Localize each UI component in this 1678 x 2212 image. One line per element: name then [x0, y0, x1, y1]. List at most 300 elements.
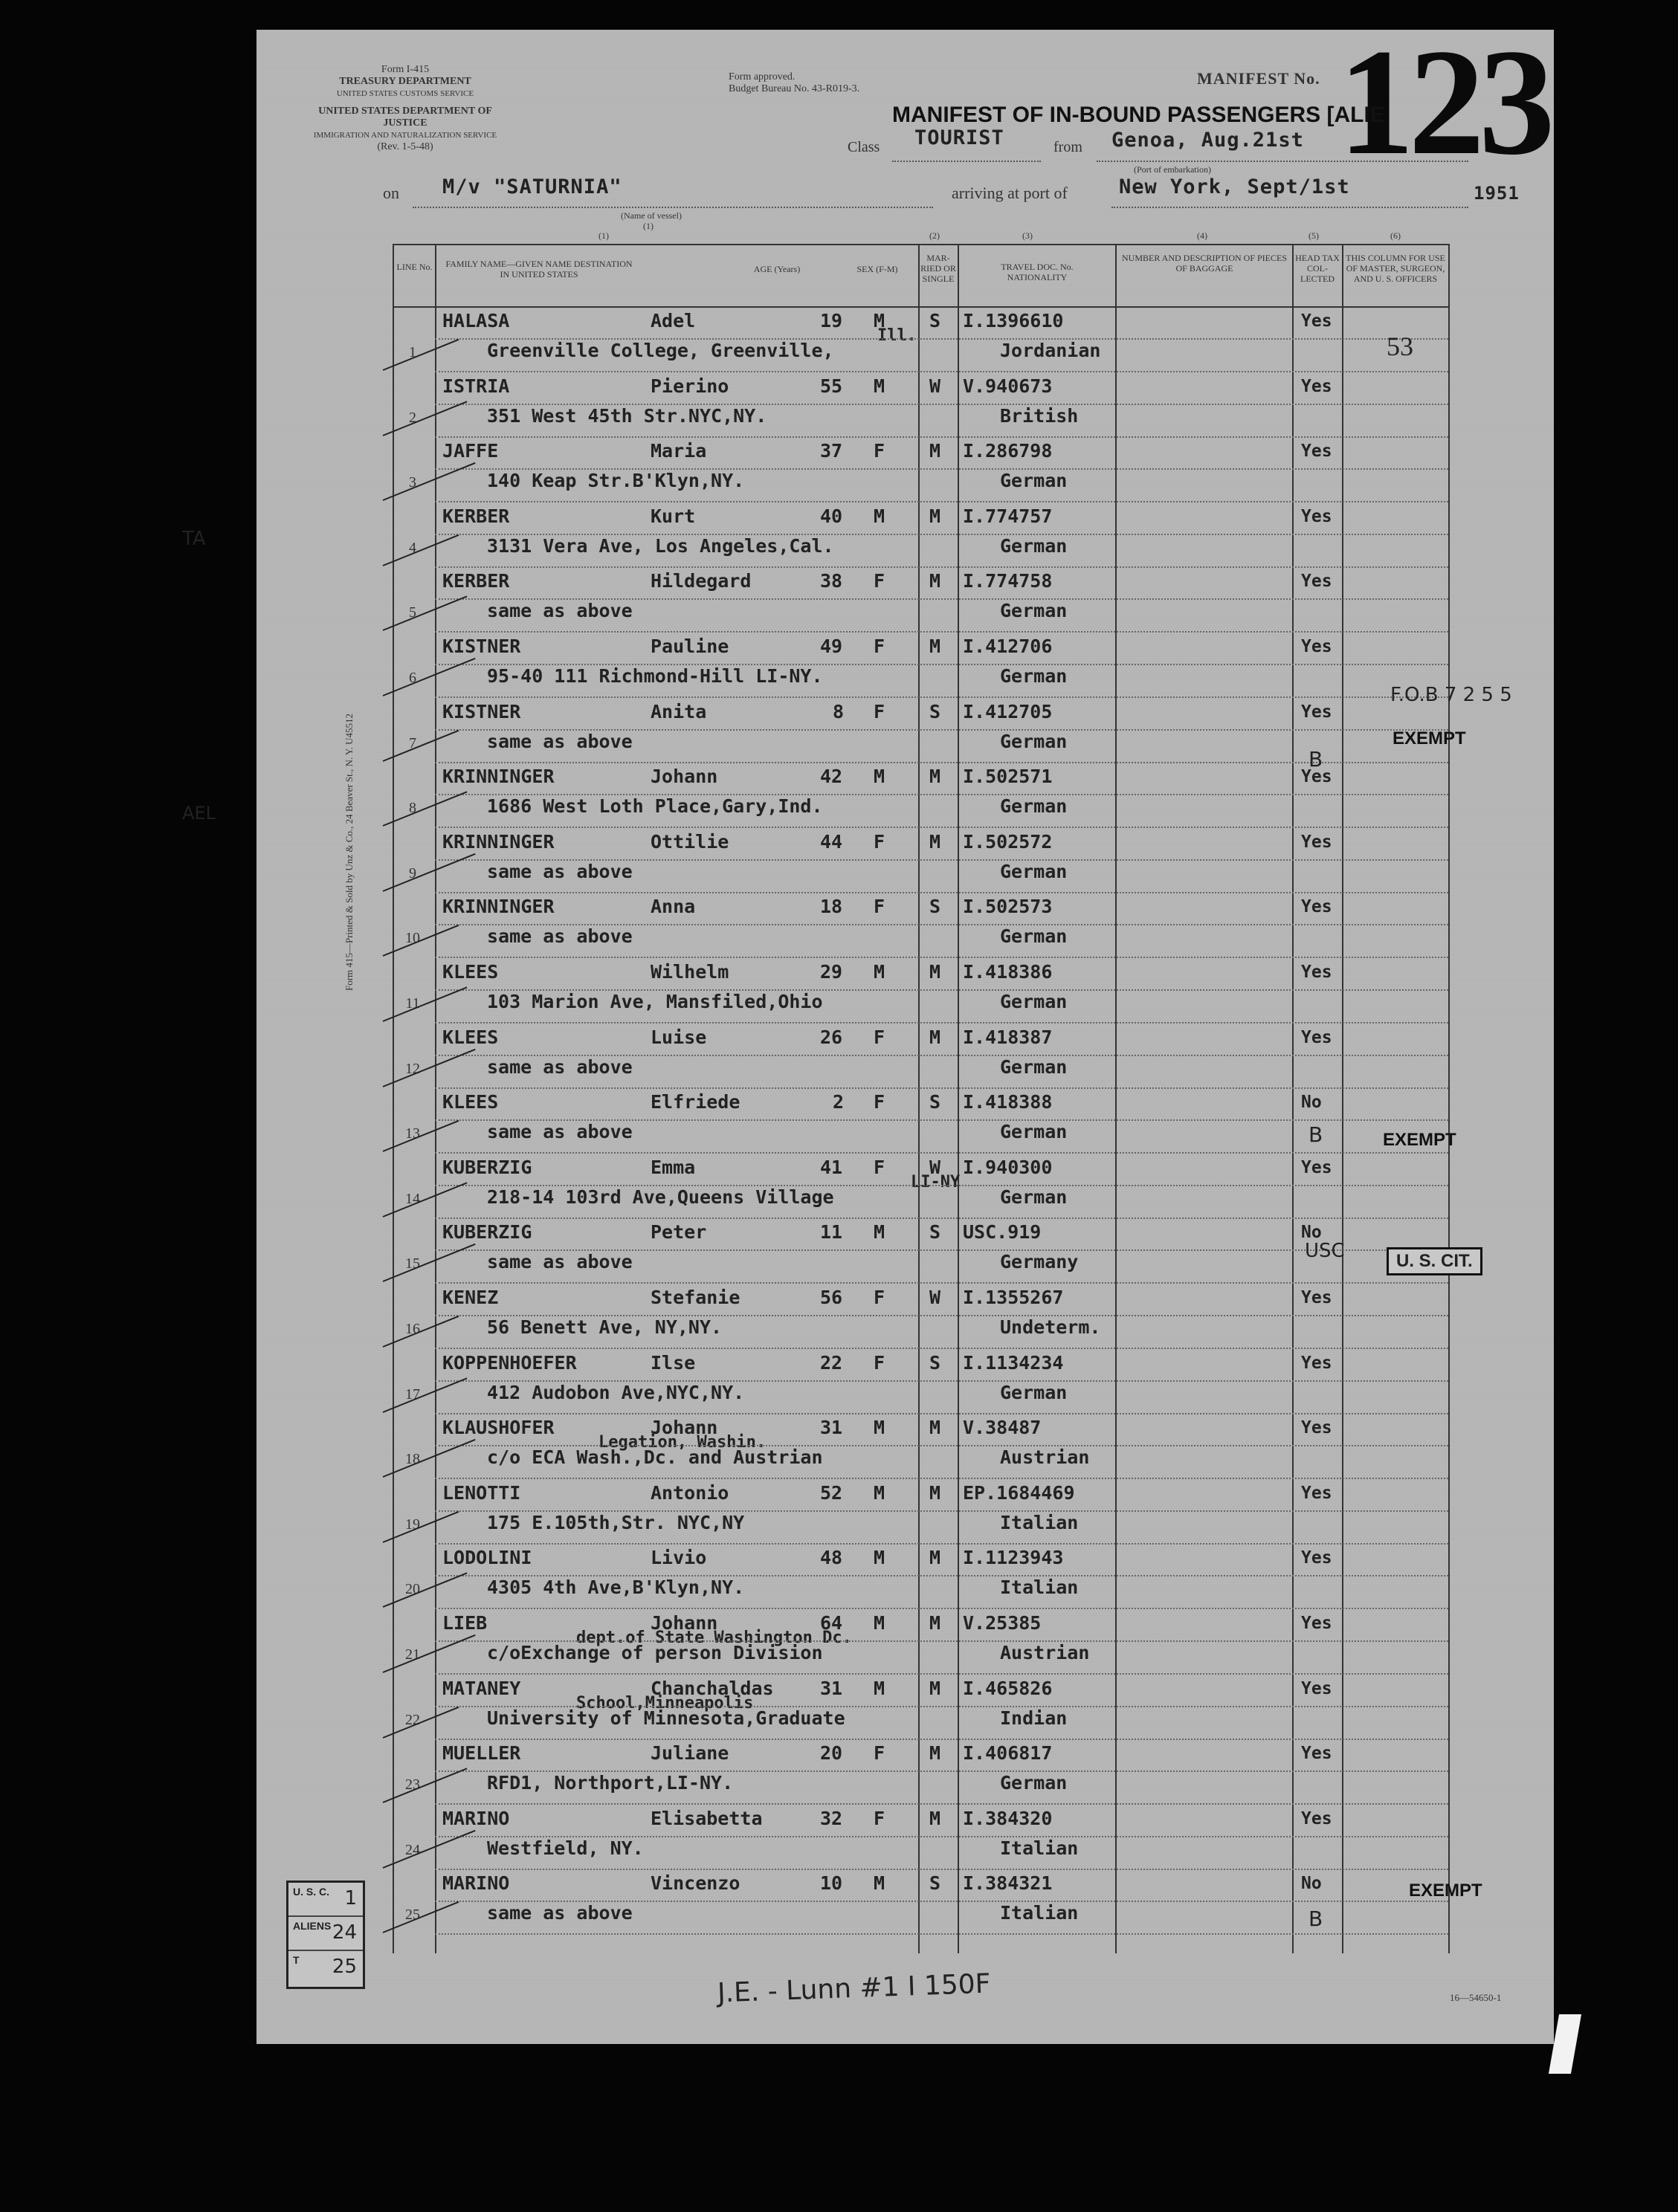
- budget-bureau: Budget Bureau No. 43-R019-3.: [729, 83, 860, 94]
- check-mark: [383, 986, 468, 1022]
- destination: 412 Audobon Ave,NYC,NY.: [487, 1381, 745, 1403]
- given-name: Pauline: [651, 636, 729, 657]
- age: 41: [820, 1156, 843, 1178]
- destination: same as above: [487, 1121, 633, 1143]
- row-dotline: [435, 1770, 1448, 1772]
- destination: same as above: [487, 925, 633, 948]
- exempt-stamp: EXEMPT: [1393, 728, 1466, 748]
- sex: M: [874, 1547, 885, 1569]
- bottom-handwritten-note: J.E. - Lunn #1 I 150F: [717, 1968, 992, 2009]
- customs-service: UNITED STATES CUSTOMS SERVICE: [336, 89, 474, 98]
- given-name: Johann: [651, 1612, 718, 1634]
- handwritten-b: B: [1308, 1122, 1323, 1147]
- destination: 103 Marion Ave, Mansfiled,Ohio: [487, 991, 823, 1012]
- family-name: MARINO: [442, 1872, 510, 1895]
- given-name: Anita: [651, 700, 707, 722]
- row-dotline: [435, 794, 1448, 795]
- destination-extra: dept.of State Washington Dc.: [576, 1629, 852, 1647]
- sex: F: [874, 440, 885, 462]
- form-code: 16—54650-1: [1450, 1992, 1502, 2003]
- manifest-title: MANIFEST OF IN-BOUND PASSENGERS [ALIE: [892, 103, 1385, 127]
- port-embark-caption: (Port of embarkation): [1134, 164, 1211, 175]
- age: 29: [820, 961, 843, 983]
- treasury-dept: TREASURY DEPARTMENT: [339, 76, 471, 87]
- head-tax: Yes: [1301, 1614, 1332, 1633]
- row-dotline: [435, 1510, 1448, 1512]
- destination: 140 Keap Str.B'Klyn,NY.: [487, 470, 745, 492]
- row-dotline: [435, 664, 1448, 665]
- nationality: Italian: [1000, 1511, 1079, 1533]
- sex: M: [874, 961, 885, 983]
- row-dotline: [435, 924, 1448, 925]
- travel-doc: I.1355267: [963, 1287, 1064, 1308]
- head-tax: Yes: [1301, 1288, 1332, 1307]
- family-name: KLEES: [442, 961, 499, 983]
- head-tax: No: [1301, 1874, 1322, 1894]
- table-left-border: [393, 244, 394, 1953]
- manifest-no-label: MANIFEST No.: [1197, 69, 1320, 88]
- destination-extra: Legation, Washin.: [598, 1433, 767, 1452]
- nationality: German: [1000, 925, 1068, 948]
- given-name: Pierino: [651, 375, 729, 397]
- line-number: 12: [405, 1060, 420, 1077]
- tally-usc: [288, 1883, 363, 1917]
- given-name: Ilse: [651, 1351, 696, 1374]
- family-name: KRINNINGER: [442, 766, 555, 788]
- nationality: Austrian: [1000, 1642, 1090, 1663]
- head-tax: Yes: [1301, 506, 1332, 526]
- row-dotline: [435, 598, 1448, 600]
- family-name: LODOLINI: [442, 1547, 532, 1569]
- travel-doc: I.1134234: [963, 1351, 1064, 1374]
- family-name: KISTNER: [442, 700, 521, 722]
- marital-status: M: [929, 1807, 941, 1829]
- form-number: Form I-415: [381, 64, 430, 75]
- nationality: German: [1000, 1772, 1068, 1794]
- row-dotline: [435, 1608, 1448, 1609]
- sex: F: [874, 1156, 885, 1178]
- head-tax: Yes: [1301, 376, 1332, 396]
- given-name: Chanchaldas: [651, 1677, 774, 1699]
- check-mark: [383, 596, 468, 632]
- arriving-label: arriving at port of: [952, 184, 1068, 202]
- us-cit-stamp: U. S. CIT.: [1387, 1247, 1482, 1275]
- row-dotline: [435, 1119, 1448, 1121]
- col-header-head-tax: HEAD TAX COL-LECTED: [1295, 253, 1340, 284]
- line-number: 21: [405, 1646, 420, 1663]
- destination: Westfield, NY.: [487, 1837, 644, 1859]
- family-name: KISTNER: [442, 636, 521, 657]
- check-mark: [383, 462, 476, 501]
- destination: same as above: [487, 860, 633, 882]
- given-name: Johann: [651, 766, 718, 788]
- arriving-value: New York, Sept/1st: [1119, 175, 1350, 198]
- destination: same as above: [487, 1251, 633, 1273]
- destination: 218-14 103rd Ave,Queens Village: [487, 1186, 834, 1208]
- travel-doc: I.502573: [963, 896, 1053, 918]
- destination: 95-40 111 Richmond-Hill LI-NY.: [487, 665, 823, 687]
- handwritten-b: B: [1308, 1907, 1323, 1931]
- given-name: Antonio: [651, 1481, 729, 1504]
- row-dotline: [435, 1543, 1448, 1545]
- age: 56: [820, 1287, 843, 1308]
- line-number: 3: [409, 474, 416, 491]
- age: 18: [820, 896, 843, 918]
- header-left-block: [309, 64, 502, 153]
- given-name: Elfriede: [651, 1091, 740, 1113]
- given-name: Vincenzo: [651, 1872, 740, 1895]
- justice-dept: UNITED STATES DEPARTMENT OF JUSTICE: [318, 106, 492, 129]
- head-tax: Yes: [1301, 767, 1332, 787]
- row-dotline: [435, 1315, 1448, 1316]
- family-name: KLAUSHOFER: [442, 1417, 555, 1439]
- row-dotline: [435, 696, 1448, 698]
- col-header-travel-doc: TRAVEL DOC. No. NATIONALITY: [1001, 262, 1074, 282]
- family-name: MUELLER: [442, 1742, 521, 1765]
- travel-doc: I.465826: [963, 1677, 1053, 1699]
- age: 10: [820, 1872, 843, 1895]
- tally-total: [288, 1951, 363, 1985]
- check-mark: [383, 1377, 468, 1413]
- marital-status: M: [929, 636, 941, 657]
- given-name: Juliane: [651, 1742, 729, 1765]
- nationality: German: [1000, 534, 1068, 557]
- check-mark: [383, 1573, 468, 1608]
- handwritten-b: B: [1308, 747, 1323, 772]
- check-mark: [383, 1768, 468, 1804]
- row-dotline: [435, 1249, 1448, 1251]
- col-header-officers: THIS COLUMN FOR USE OF MASTER, SURGEON, AND U. S. OFFICERS: [1346, 253, 1445, 284]
- margin-note-ta: TA: [182, 528, 206, 550]
- age: 44: [820, 830, 843, 853]
- destination: 4305 4th Ave,B'Klyn,NY.: [487, 1576, 745, 1599]
- fob-note: F.O.B 7 2 5 5: [1390, 684, 1512, 706]
- family-name: KUBERZIG: [442, 1221, 532, 1244]
- row-dotline: [435, 371, 1448, 372]
- travel-doc: I.418386: [963, 961, 1053, 983]
- age: 49: [820, 636, 843, 657]
- family-name: LIEB: [442, 1612, 488, 1634]
- vessel-dotline: [413, 207, 933, 208]
- travel-doc: V.25385: [963, 1612, 1042, 1634]
- exempt-stamp: EXEMPT: [1409, 1880, 1482, 1901]
- head-tax: No: [1301, 1093, 1322, 1113]
- tally-aliens-label: ALIENS: [293, 1920, 332, 1932]
- head-tax: Yes: [1301, 637, 1332, 656]
- col-divider: [1292, 244, 1294, 1953]
- row-dotline: [435, 1901, 1448, 1902]
- line-number: 15: [405, 1255, 420, 1272]
- row-dotline: [435, 1836, 1448, 1837]
- sex: F: [874, 570, 885, 592]
- age: 38: [820, 570, 843, 592]
- head-tax: Yes: [1301, 1678, 1332, 1698]
- family-name: ISTRIA: [442, 375, 510, 397]
- age: 2: [833, 1091, 845, 1113]
- row-dotline: [435, 1055, 1448, 1056]
- marital-status: S: [929, 1221, 941, 1244]
- travel-doc: I.412706: [963, 636, 1053, 657]
- family-name: KLEES: [442, 1026, 499, 1048]
- age: 26: [820, 1026, 843, 1048]
- head-tax: Yes: [1301, 1744, 1332, 1764]
- travel-doc: I.418388: [963, 1091, 1053, 1113]
- line-number: 16: [405, 1321, 420, 1337]
- marital-status: M: [929, 570, 941, 592]
- from-label: from: [1053, 139, 1082, 155]
- check-mark: [383, 1830, 476, 1869]
- family-name: KRINNINGER: [442, 830, 555, 853]
- row-dotline: [435, 827, 1448, 828]
- marital-status: M: [929, 830, 941, 853]
- printer-imprint: Form 415—Printed & Sold by Unz & Co., 24 Beaver St., N. Y. U45512: [343, 713, 355, 991]
- marital-status: W: [929, 1156, 941, 1178]
- age: 22: [820, 1351, 843, 1374]
- sex: F: [874, 700, 885, 722]
- nationality: German: [1000, 1055, 1068, 1078]
- row-dotline: [435, 1217, 1448, 1219]
- given-name: Johann: [651, 1417, 718, 1439]
- head-tax: Yes: [1301, 1808, 1332, 1828]
- manifest-page: [182, 18, 1554, 2044]
- line-number: 8: [409, 800, 416, 817]
- head-tax: Yes: [1301, 702, 1332, 722]
- table-header-border: [393, 306, 1448, 308]
- sex: F: [874, 1026, 885, 1048]
- family-name: KENEZ: [442, 1287, 499, 1308]
- nationality: German: [1000, 1121, 1068, 1143]
- row-dotline: [435, 957, 1448, 958]
- age: 52: [820, 1481, 843, 1504]
- head-tax: Yes: [1301, 897, 1332, 917]
- marital-status: M: [929, 1742, 941, 1765]
- vessel-caption: (Name of vessel): [621, 210, 682, 221]
- row-dotline: [435, 1185, 1448, 1186]
- age: 31: [820, 1677, 843, 1699]
- head-tax: Yes: [1301, 1418, 1332, 1438]
- family-name: KUBERZIG: [442, 1156, 532, 1178]
- marital-status: W: [929, 1287, 941, 1308]
- row-dotline: [435, 1413, 1448, 1414]
- row-dotline: [435, 1478, 1448, 1479]
- class-label: Class: [848, 139, 880, 155]
- line-number: 14: [405, 1190, 420, 1207]
- family-name: KERBER: [442, 505, 510, 527]
- sex: M: [874, 375, 885, 397]
- family-name: KERBER: [442, 570, 510, 592]
- sex: M: [874, 505, 885, 527]
- destination: c/oExchange of person Division: [487, 1642, 823, 1663]
- travel-doc: I.384320: [963, 1807, 1053, 1829]
- sex: F: [874, 1742, 885, 1765]
- head-tax: Yes: [1301, 1353, 1332, 1373]
- given-name: Luise: [651, 1026, 707, 1048]
- head-tax: Yes: [1301, 1548, 1332, 1568]
- travel-doc: I.774758: [963, 570, 1053, 592]
- line-number: 24: [405, 1841, 420, 1858]
- given-name: Ottilie: [651, 830, 729, 853]
- sex: F: [874, 830, 885, 853]
- check-mark: [383, 1634, 476, 1673]
- marital-status: S: [929, 1351, 941, 1374]
- marital-status: M: [929, 961, 941, 983]
- row-dotline: [435, 989, 1448, 991]
- family-name: JAFFE: [442, 440, 499, 462]
- travel-doc: I.412705: [963, 700, 1053, 722]
- family-name: MATANEY: [442, 1677, 521, 1699]
- col-num-2: (2): [929, 230, 940, 241]
- line-number: 5: [409, 604, 416, 621]
- head-tax: Yes: [1301, 832, 1332, 852]
- line-number: 2: [409, 409, 416, 426]
- travel-doc: V.940673: [963, 375, 1053, 397]
- given-name: Stefanie: [651, 1287, 740, 1308]
- family-name: KOPPENHOEFER: [442, 1351, 577, 1374]
- marital-status: M: [929, 440, 941, 462]
- destination-extra: LI-NY: [911, 1172, 961, 1191]
- sex: M: [874, 1221, 885, 1244]
- line-number: 13: [405, 1125, 420, 1142]
- marital-status: M: [929, 1026, 941, 1048]
- head-tax: No: [1301, 1223, 1322, 1243]
- age: 31: [820, 1417, 843, 1439]
- sex: M: [874, 1612, 885, 1634]
- year: 1951: [1474, 183, 1520, 204]
- row-dotline: [435, 1739, 1448, 1740]
- head-tax: Yes: [1301, 963, 1332, 982]
- row-dotline: [435, 1445, 1448, 1446]
- travel-doc: I.940300: [963, 1156, 1053, 1178]
- line-number: 4: [409, 539, 416, 556]
- col-divider: [1342, 244, 1343, 1953]
- line-number: 10: [405, 930, 420, 947]
- line-number: 11: [405, 995, 420, 1012]
- destination: 3131 Vera Ave, Los Angeles,Cal.: [487, 534, 834, 557]
- destination: RFD1, Northport,LI-NY.: [487, 1772, 734, 1794]
- check-mark: [383, 658, 476, 696]
- nationality: Italian: [1000, 1576, 1079, 1599]
- sex: M: [874, 1677, 885, 1699]
- given-name: Emma: [651, 1156, 696, 1178]
- check-mark: [383, 1439, 476, 1478]
- col-header-name: FAMILY NAME—GIVEN NAME DESTINATION IN UNITED STATES: [445, 259, 633, 279]
- check-mark: [383, 401, 468, 436]
- row-dotline: [435, 1282, 1448, 1284]
- age: 48: [820, 1547, 843, 1569]
- nationality: German: [1000, 1186, 1068, 1208]
- exempt-stamp: EXEMPT: [1383, 1130, 1456, 1150]
- travel-doc: I.286798: [963, 440, 1053, 462]
- marital-status: M: [929, 1677, 941, 1699]
- given-name: Adel: [651, 310, 696, 332]
- line-number: 22: [405, 1711, 420, 1728]
- nationality: Italian: [1000, 1837, 1079, 1859]
- head-tax: Yes: [1301, 442, 1332, 462]
- destination: 175 E.105th,Str. NYC,NY: [487, 1511, 745, 1533]
- col-header-line-no: LINE No.: [396, 262, 433, 272]
- nationality: German: [1000, 860, 1068, 882]
- stamp-53: 53: [1387, 332, 1413, 361]
- given-name: Livio: [651, 1547, 707, 1569]
- form-approved: Form approved.: [729, 71, 796, 83]
- on-label: on: [383, 184, 399, 202]
- row-dotline: [435, 436, 1448, 438]
- tally-total-label: T: [293, 1954, 300, 1966]
- check-mark: [383, 1048, 476, 1087]
- revision: (Rev. 1-5-48): [377, 141, 433, 152]
- col-header-age: AGE (Years): [753, 264, 801, 274]
- sex: F: [874, 636, 885, 657]
- nationality: Austrian: [1000, 1446, 1090, 1469]
- travel-doc: I.1123943: [963, 1547, 1064, 1569]
- arriving-dotline: [1111, 207, 1468, 208]
- age: 20: [820, 1742, 843, 1765]
- tally-usc-value: 1: [344, 1887, 357, 1909]
- check-mark: [383, 1244, 476, 1282]
- age: 40: [820, 505, 843, 527]
- marital-status: M: [929, 1481, 941, 1504]
- col-divider: [435, 244, 436, 1953]
- col-num-4: (4): [1197, 230, 1207, 241]
- row-dotline: [435, 762, 1448, 763]
- sex: M: [874, 766, 885, 788]
- sex: M: [874, 1417, 885, 1439]
- destination-extra: Ill.: [877, 326, 917, 345]
- col-num-6: (6): [1390, 230, 1401, 241]
- col-divider: [918, 244, 920, 1953]
- row-dotline: [435, 468, 1448, 470]
- from-value: Genoa, Aug.21st: [1111, 129, 1304, 152]
- travel-doc: I.502572: [963, 830, 1053, 853]
- line-number: 6: [409, 670, 416, 686]
- sex: M: [874, 310, 885, 332]
- row-dotline: [435, 1575, 1448, 1576]
- check-mark: [383, 853, 476, 892]
- row-dotline: [435, 1706, 1448, 1707]
- marital-status: M: [929, 1612, 941, 1634]
- row-dotline: [435, 338, 1448, 340]
- sex: F: [874, 1351, 885, 1374]
- tally-usc-label: U. S. C.: [293, 1886, 330, 1898]
- manifest-number: 123: [1338, 18, 1549, 187]
- nationality: German: [1000, 600, 1068, 622]
- row-dotline: [435, 729, 1448, 731]
- row-dotline: [435, 859, 1448, 861]
- given-name: Peter: [651, 1221, 707, 1244]
- sex: F: [874, 1287, 885, 1308]
- age: 32: [820, 1807, 843, 1829]
- travel-doc: I.406817: [963, 1742, 1053, 1765]
- nationality: German: [1000, 991, 1068, 1012]
- col-header-married: MAR-RIED OR SINGLE: [920, 253, 956, 284]
- nationality: Indian: [1000, 1707, 1068, 1729]
- tally-aliens-value: 24: [332, 1921, 357, 1944]
- age: 64: [820, 1612, 843, 1634]
- head-tax: Yes: [1301, 1027, 1332, 1047]
- row-dotline: [435, 1869, 1448, 1870]
- given-name: Kurt: [651, 505, 696, 527]
- given-name: Maria: [651, 440, 707, 462]
- head-tax: Yes: [1301, 311, 1332, 331]
- check-mark: [383, 1182, 468, 1217]
- line-number: 1: [409, 344, 416, 360]
- tally-total-value: 25: [332, 1956, 357, 1978]
- row-dotline: [435, 1673, 1448, 1675]
- given-name: Hildegard: [651, 570, 752, 592]
- destination: 1686 West Loth Place,Gary,Ind.: [487, 795, 823, 818]
- given-name: Anna: [651, 896, 696, 918]
- travel-doc: V.38487: [963, 1417, 1042, 1439]
